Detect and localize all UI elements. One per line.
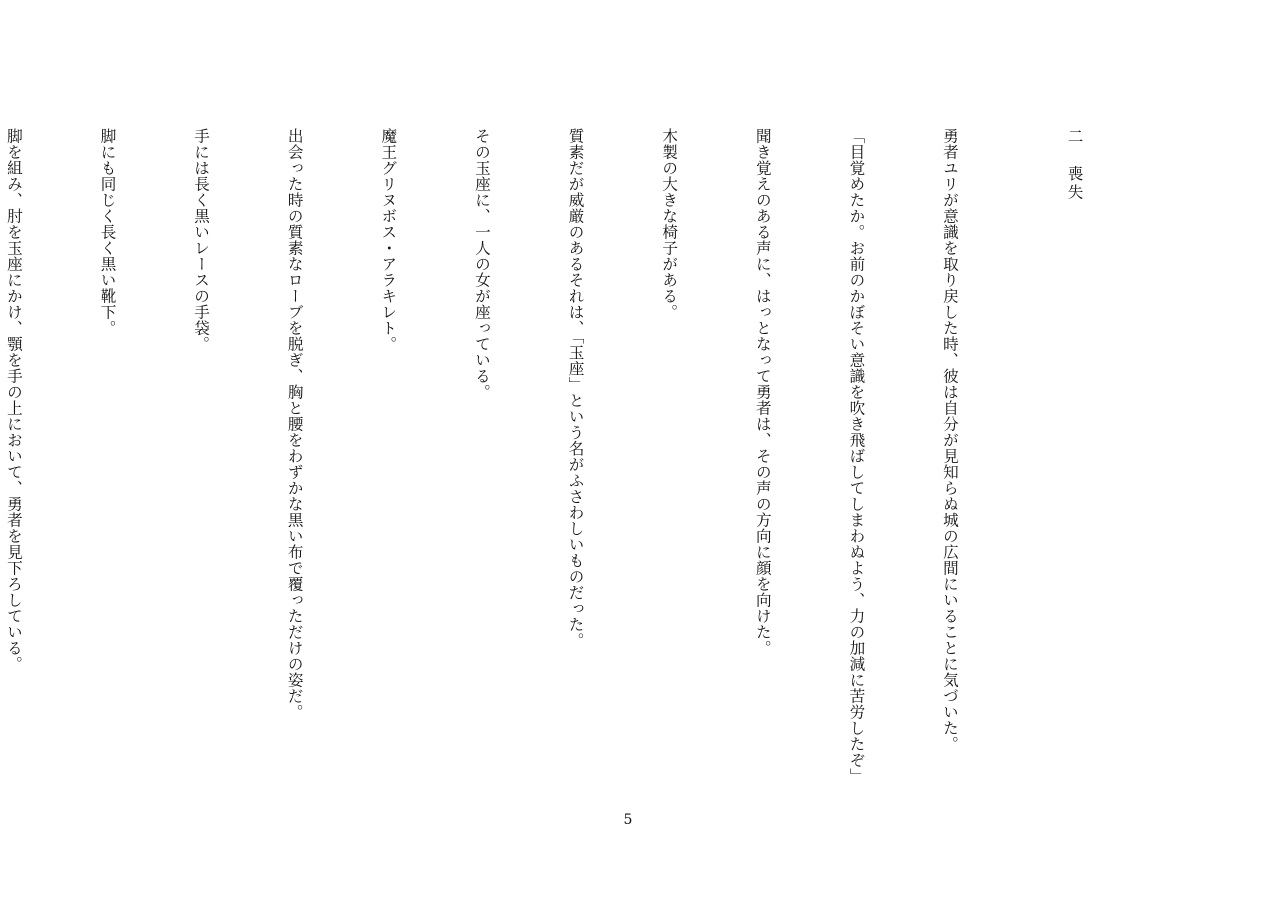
text-line: 木製の大きな椅子がある。 <box>660 128 679 320</box>
text-line: 手には長く黒いレースの手袋。 <box>192 128 211 352</box>
page-number: 5 <box>623 812 633 828</box>
text-line: 聞き覚えのある声に、はっとなって勇者は、その声の方向に顔を向けた。 <box>753 128 772 656</box>
text-line: 魔王グリヌボス・アラキレト。 <box>379 128 398 352</box>
text-line: 脚を組み、肘を玉座にかけ、顎を手の上において、勇者を見下ろしている。 <box>4 128 23 672</box>
text-line: 質素だが威厳のあるそれは、「玉座」という名がふさわしいものだった。 <box>566 128 585 649</box>
chapter-title: 二 喪失 <box>1065 128 1084 203</box>
text-line: 「目覚めたか。お前のかぼそい意識を吹き飛ばしてしまわぬよう、力の加減に苦労したぞ」 <box>847 128 866 784</box>
text-line: 勇者ユリが意識を取り戻した時、彼は自分が見知らぬ城の広間にいることに気づいた。 <box>940 128 959 752</box>
vertical-text-body <box>0 128 1152 784</box>
text-line: その玉座に、一人の女が座っている。 <box>472 128 491 400</box>
text-line: 出会った時の質素なローブを脱ぎ、胸と腰をわずかな黒い布で覆っただけの姿だ。 <box>285 128 304 720</box>
text-line: 脚にも同じく長く黒い靴下。 <box>98 128 117 336</box>
